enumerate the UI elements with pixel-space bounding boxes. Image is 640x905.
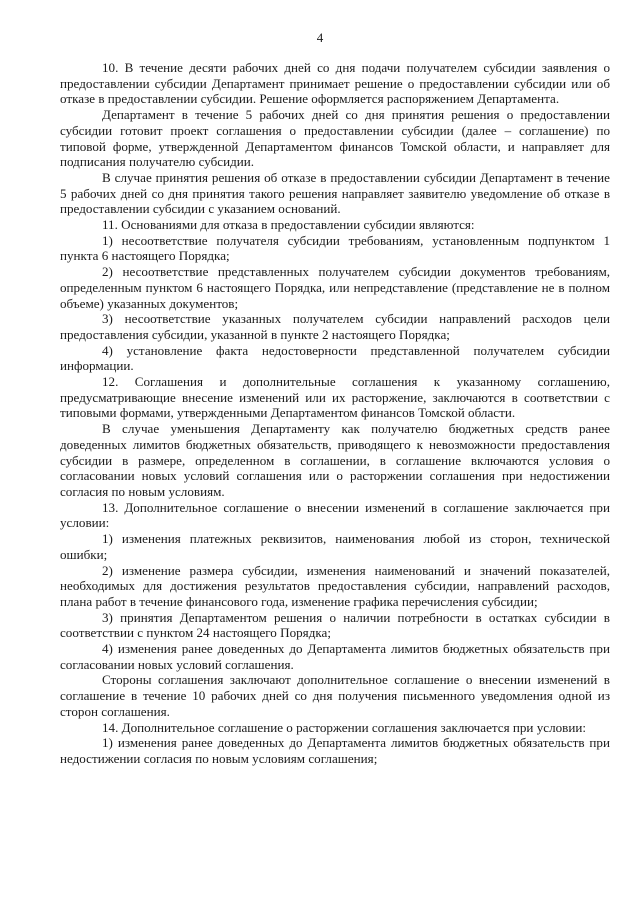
list-item-14-1: 1) изменения ранее доведенных до Департамента лимитов бюджетных обязательств при недостижении согласия по новым условиям соглашения; — [60, 735, 610, 766]
paragraph-limits-reduction: В случае уменьшения Департаменту как получателю бюджетных средств ранее доведенных лимитов бюджетных обязательств, приводящего к невозможности предоставления субсидии в размере, определенном в соглашении, в соглашение включаются условия о согласовании новых условий соглашения или о расторжении соглашения при недостижении согласия по новым условиям. — [60, 421, 610, 499]
list-item-13-1: 1) изменения платежных реквизитов, наименования любой из сторон, технической ошибки; — [60, 531, 610, 562]
list-item-13-4: 4) изменения ранее доведенных до Департамента лимитов бюджетных обязательств при согласовании новых условий соглашения. — [60, 641, 610, 672]
paragraph-13: 13. Дополнительное соглашение о внесении изменений в соглашение заключается при условии: — [60, 499, 610, 531]
paragraph-amendment-term: Стороны соглашения заключают дополнительное соглашение о внесении изменений в соглашение в течение 10 рабочих дней со дня получения письменного уведомления одной из сторон соглашения. — [60, 672, 610, 719]
list-item-11-1: 1) несоответствие получателя субсидии требованиям, установленным подпунктом 1 пункта 6 настоящего Порядка; — [60, 232, 610, 264]
list-item-11-3: 3) несоответствие указанных получателем субсидии направлений расходов цели предоставления субсидии, указанной в пункте 2 настоящего Порядка; — [60, 311, 610, 342]
paragraph-11: 11. Основаниями для отказа в предоставлении субсидии являются: — [102, 217, 475, 233]
list-item-11-2: 2) несоответствие представленных получателем субсидии документов требованиям, определенным пунктом 6 настоящего Порядка, или непредставление (представление не в полном объеме) указанных документов; — [60, 264, 610, 311]
document-body — [60, 60, 610, 767]
list-item-13-2: 2) изменение размера субсидии, изменения наименований и значений показателей, необходимых для достижения результатов предоставления субсидии, направлений расходов, плана работ в течение финансового года, изменение графика перечисления субсидии; — [60, 562, 610, 609]
page-number: 4 — [316, 30, 324, 45]
paragraph-12: 12. Соглашения и дополнительные соглашения к указанному соглашению, предусматривающие внесение изменений или их расторжение, заключаются в соответствии с типовыми формами, утвержденными Департаментом финансов Томской области. — [60, 374, 610, 421]
paragraph-agreement-preparation: Департамент в течение 5 рабочих дней со дня принятия решения о предоставлении субсидии готовит проект соглашения о предоставлении субсидии (далее – соглашение) по типовой форме, утвержденной Департаментом финансов Томской области, и направляет для подписания получателю субсидии. — [60, 107, 610, 170]
paragraph-14: 14. Дополнительное соглашение о расторжении соглашения заключается при условии: — [102, 719, 586, 735]
paragraph-refusal-notice: В случае принятия решения об отказе в предоставлении субсидии Департамент в течение 5 рабочих дней со дня принятия такого решения направляет заявителю уведомление об отказе в предоставлении субсидии с указанием оснований. — [60, 169, 610, 217]
list-item-11-4: 4) установление факта недостоверности представленной получателем субсидии информации. — [60, 342, 610, 374]
paragraph-10: 10. В течение десяти рабочих дней со дня подачи получателем субсидии заявления о предоставлении субсидии Департамент принимает решение о предоставлении субсидии или об отказе в предоставлении субсидии. Решение оформляется распоряжением Департамента. — [60, 60, 610, 107]
list-item-13-3: 3) принятия Департаментом решения о наличии потребности в остатках субсидии в соответствии с пунктом 24 настоящего Порядка; — [60, 609, 610, 641]
